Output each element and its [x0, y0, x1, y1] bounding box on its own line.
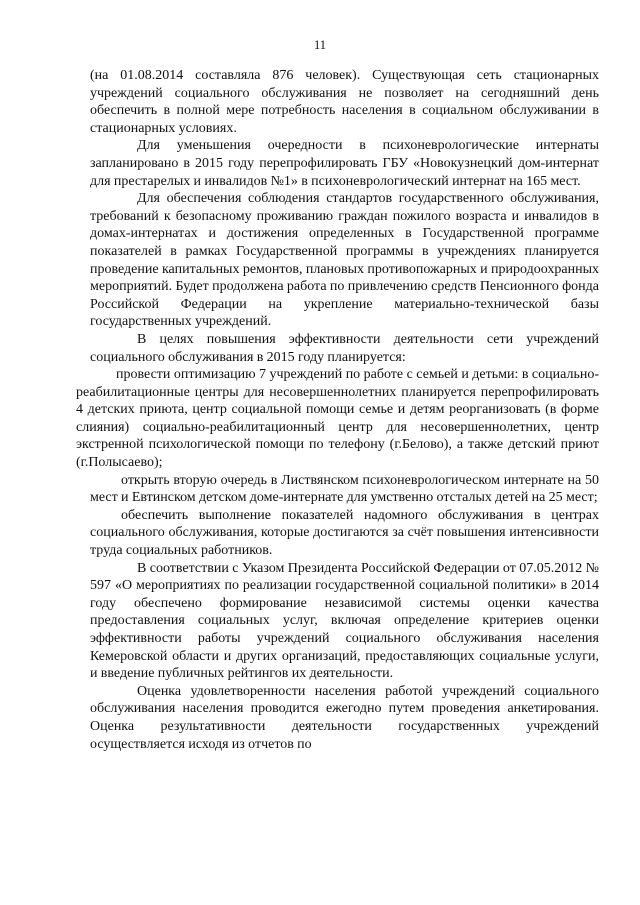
- list-item: провести оптимизацию 7 учреждений по работе с семьей и детьми: в социально-реабилитационные центры для несовершеннолетних планируется перепрофилировать 4 детских приюта, центр социальной помощи семье и детям реорганизовать (в форме слияния) социально-реабилитационный центр для несовершеннолетних, центр экстренной психологической помощи по телефону (г.Белово), а также детский приют (г.Полысаево);: [76, 367, 599, 471]
- body-text: [76, 67, 599, 753]
- list-item: обеспечить выполнение показателей надомного обслуживания в центрах социального обслуживания, которые достигаются за счёт повышения интенсивности труда социальных работников.: [90, 507, 599, 559]
- paragraph: Для уменьшения очередности в психоневрологические интернаты запланировано в 2015 году перепрофилировать ГБУ «Новокузнецкий дом-интернат для престарелых и инвалидов №1» в психоневрологический интернат на 165 мест.: [90, 138, 599, 189]
- page-number: 11: [313, 38, 327, 52]
- paragraph: (на 01.08.2014 составляла 876 человек). Существующая сеть стационарных учреждений социального обслуживания не позволяет на сегодняшний день обеспечить в полной мере потребность населения в социальном обслуживании в стационарных условиях.: [90, 68, 599, 136]
- list-item: открыть вторую очередь в Листвянском психоневрологическом интернате на 50 мест и Евтинском детском доме-интернате для умственно отсталых детей на 25 мест;: [90, 472, 599, 506]
- paragraph: В целях повышения эффективности деятельности сети учреждений социального обслуживания в 2015 году планируется:: [90, 331, 599, 365]
- paragraph: В соответствии с Указом Президента Российской Федерации от 07.05.2012 № 597 «О мероприятиях по реализации государственной социальной политики» в 2014 году обеспечено формирование независимой системы оценки качества предоставления социальных услуг, включая определение критериев оценки эффективности работы учреждений социального обслуживания населения Кемеровской области и других организаций, предоставляющих социальные услуги, и введение публичных рейтингов их деятельности.: [90, 560, 599, 682]
- paragraph: Для обеспечения соблюдения стандартов государственного обслуживания, требований к безопасному проживанию граждан пожилого возраста и инвалидов в домах-интернатах и достижения определенных в Государственной программе показателей в рамках Государственной программы в учреждениях планируется проведение капитальных ремонтов, плановых противопожарных и природоохранных мероприятий. Будет продолжена работа по привлечению средств Пенсионного фонда Российской Федерации на укрепление материально-технической базы государственных учреждений.: [90, 191, 599, 330]
- paragraph: Оценка удовлетворенности населения работой учреждений социального обслуживания населения проводится ежегодно путем проведения анкетирования. Оценка результативности деятельности государственных учреждений осуществляется исходя из отчетов по: [90, 683, 599, 752]
